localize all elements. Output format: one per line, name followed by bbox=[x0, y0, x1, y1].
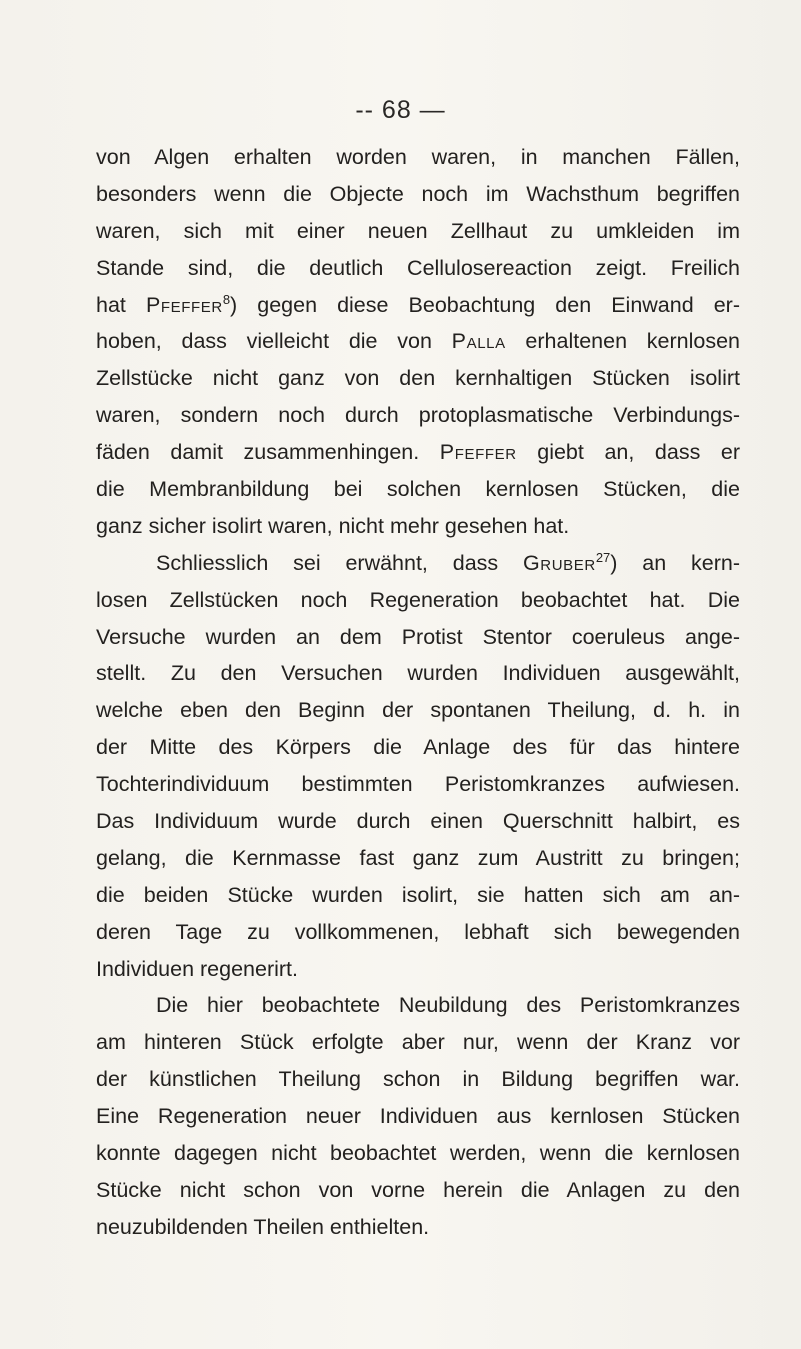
text-line: waren, sondern noch durch protoplasmatische Verbindungs- bbox=[96, 403, 740, 428]
author-name-gruber: Gruber bbox=[522, 550, 596, 575]
text-line: die Membranbildung bei solchen kernlosen Stücken, die bbox=[96, 477, 740, 502]
text-line: Eine Regeneration neuer Individuen aus kernlosen Stücken bbox=[96, 1104, 740, 1129]
reference-number: 8 bbox=[222, 291, 231, 307]
text-line: stellt. Zu den Versuchen wurden Individuen ausgewählt, bbox=[96, 661, 740, 686]
text-line: waren, sich mit einer neuen Zellhaut zu umkleiden im bbox=[96, 218, 740, 243]
text-line: losen Zellstücken noch Regeneration beobachtet hat. Die bbox=[96, 587, 740, 612]
text-line: der künstlichen Theilung schon in Bildung begriffen war. bbox=[96, 1067, 740, 1092]
text-line: Das Individuum wurde durch einen Querschnitt halbirt, es bbox=[96, 809, 740, 834]
text-line: am hinteren Stück erfolgte aber nur, wenn der Kranz vor bbox=[96, 1030, 740, 1055]
text-line: von Algen erhalten worden waren, in manchen Fällen, bbox=[96, 145, 740, 169]
text-fragment: ) gegen diese Beobachtung den Einwand er- bbox=[230, 292, 740, 317]
text-line: besonders wenn die Objecte noch im Wachsthum begriffen bbox=[96, 181, 740, 206]
paragraph-1 bbox=[96, 139, 740, 545]
author-name-pfeffer: Pfeffer bbox=[439, 440, 517, 465]
text-line bbox=[96, 545, 740, 582]
text-fragment: giebt an, dass er bbox=[516, 440, 741, 465]
text-fragment: erhaltenen kernlosen bbox=[505, 329, 741, 354]
text-line: Stücke nicht schon von vorne herein die Anlagen zu den bbox=[96, 1177, 740, 1202]
text-line: Versuche wurden an dem Protist Stentor coeruleus ange- bbox=[96, 624, 740, 649]
text-line: Die hier beobachtete Neubildung des Peristomkranzes bbox=[156, 993, 740, 1018]
text-fragment: Schliesslich sei erwähnt, dass bbox=[156, 550, 523, 575]
text-line bbox=[96, 434, 740, 471]
author-name-pfeffer: Pfeffer bbox=[145, 292, 223, 317]
paragraph-2 bbox=[96, 545, 740, 988]
text-line: der Mitte des Körpers die Anlage des für das hintere bbox=[96, 735, 740, 760]
text-fragment: ) an kern- bbox=[610, 550, 740, 575]
text-line: deren Tage zu vollkommenen, lebhaft sich bewegenden bbox=[96, 919, 740, 944]
paragraph-3 bbox=[96, 987, 740, 1245]
text-line: Individuen regenerirt. bbox=[96, 956, 298, 981]
text-fragment: fäden damit zusammenhingen. bbox=[96, 440, 440, 465]
text-line: welche eben den Beginn der spontanen Theilung, d. h. in bbox=[96, 698, 740, 723]
reference-number: 27 bbox=[595, 549, 611, 565]
text-line: Zellstücke nicht ganz von den kernhaltigen Stücken isolirt bbox=[96, 366, 740, 391]
text-line: konnte dagegen nicht beobachtet werden, wenn die kernlosen bbox=[96, 1141, 740, 1166]
page-number: -- 68 — bbox=[355, 96, 446, 124]
text-line: neuzubildenden Theilen enthielten. bbox=[96, 1214, 430, 1239]
author-name-palla: Palla bbox=[451, 329, 506, 354]
body-text bbox=[96, 139, 740, 1246]
text-line: die beiden Stücke wurden isolirt, sie hatten sich am an- bbox=[96, 882, 740, 907]
text-fragment: hat bbox=[96, 292, 146, 317]
text-line: ganz sicher isolirt waren, nicht mehr gesehen hat. bbox=[96, 513, 570, 538]
text-line: gelang, die Kernmasse fast ganz zum Austritt zu bringen; bbox=[96, 845, 740, 870]
text-line: Stande sind, die deutlich Cellulosereaction zeigt. Freilich bbox=[96, 255, 740, 280]
text-line bbox=[96, 287, 740, 324]
text-line bbox=[96, 323, 740, 360]
text-line: Tochterindividuum bestimmten Peristomkranzes aufwiesen. bbox=[96, 772, 740, 797]
text-fragment: hoben, dass vielleicht die von bbox=[96, 329, 452, 354]
